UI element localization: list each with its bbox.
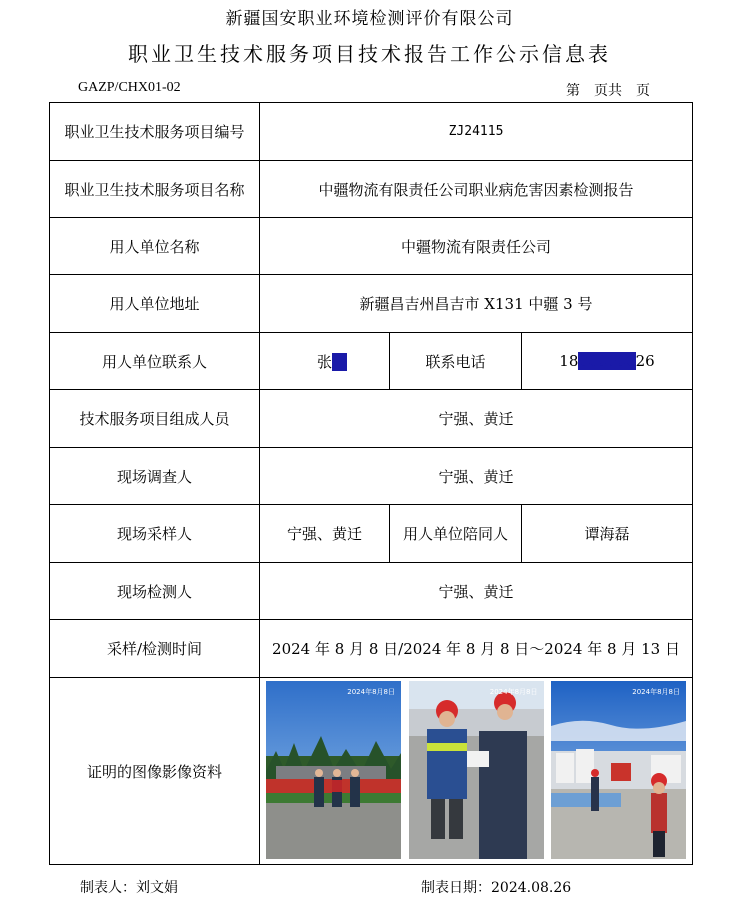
row-time [50,620,693,678]
form-title: 职业卫生技术服务项目技术报告工作公示信息表 [128,42,611,66]
time-value: 2024 年 8 月 8 日/2024 年 8 月 8 日～2024 年 8 月 13 日 [260,620,693,678]
info-table [49,102,693,865]
images-cell [260,678,693,865]
survey-label: 现场调查人 [50,448,260,505]
redaction-block: 000000 [578,352,636,370]
survey-value: 宁强、黄迁 [260,448,693,505]
sampling-value: 宁强、黄迁 [260,505,390,563]
project-name-label: 职业卫生技术服务项目名称 [50,161,260,218]
photo-date-stamp: 2024年8月8日 [632,688,680,696]
accompany-label: 用人单位陪同人 [390,505,522,563]
phone-prefix: 18 [559,352,579,370]
document-code: GAZP/CHX01-02 [78,80,181,95]
phone-suffix: 26 [635,352,655,370]
row-contact [50,333,693,390]
team-label: 技术服务项目组成人员 [50,390,260,448]
testing-value: 宁强、黄迁 [260,563,693,620]
site-photo-interview [409,681,544,859]
row-testing [50,563,693,620]
redaction-block [332,353,347,371]
phone-value [522,333,693,390]
row-employer [50,218,693,275]
form-date: 制表日期：2024.08.26 [421,880,572,896]
project-no-value: ZJ24115 [260,103,693,161]
phone-label: 联系电话 [390,333,522,390]
site-photo-entrance [266,681,401,859]
team-value: 宁强、黄迁 [260,390,693,448]
employer-value: 中疆物流有限责任公司 [260,218,693,275]
row-images [50,678,693,865]
photo-date-stamp: 2024年8月8日 [347,688,395,696]
company-name: 新疆国安职业环境检测评价有限公司 [225,9,514,29]
row-project-name [50,161,693,218]
row-address [50,275,693,333]
project-no-label: 职业卫生技术服务项目编号 [50,103,260,161]
project-name-value: 中疆物流有限责任公司职业病危害因素检测报告 [260,161,693,218]
sampling-label: 现场采样人 [50,505,260,563]
address-label: 用人单位地址 [50,275,260,333]
contact-value [260,333,390,390]
time-label: 采样/检测时间 [50,620,260,678]
testing-label: 现场检测人 [50,563,260,620]
row-project-no [50,103,693,161]
row-sampling [50,505,693,563]
page-info: 第 页共 页 [566,83,650,99]
contact-label: 用人单位联系人 [50,333,260,390]
form-maker: 制表人：刘文娟 [80,880,178,896]
images-label: 证明的图像影像资料 [50,678,260,865]
accompany-value: 谭海磊 [522,505,693,563]
site-photo-warehouse [551,681,686,859]
row-survey [50,448,693,505]
employer-label: 用人单位名称 [50,218,260,275]
row-team [50,390,693,448]
address-value: 新疆昌吉州昌吉市 X131 中疆 3 号 [260,275,693,333]
contact-name-prefix: 张 [316,352,332,371]
photo-date-stamp: 2024年8月8日 [489,688,538,696]
